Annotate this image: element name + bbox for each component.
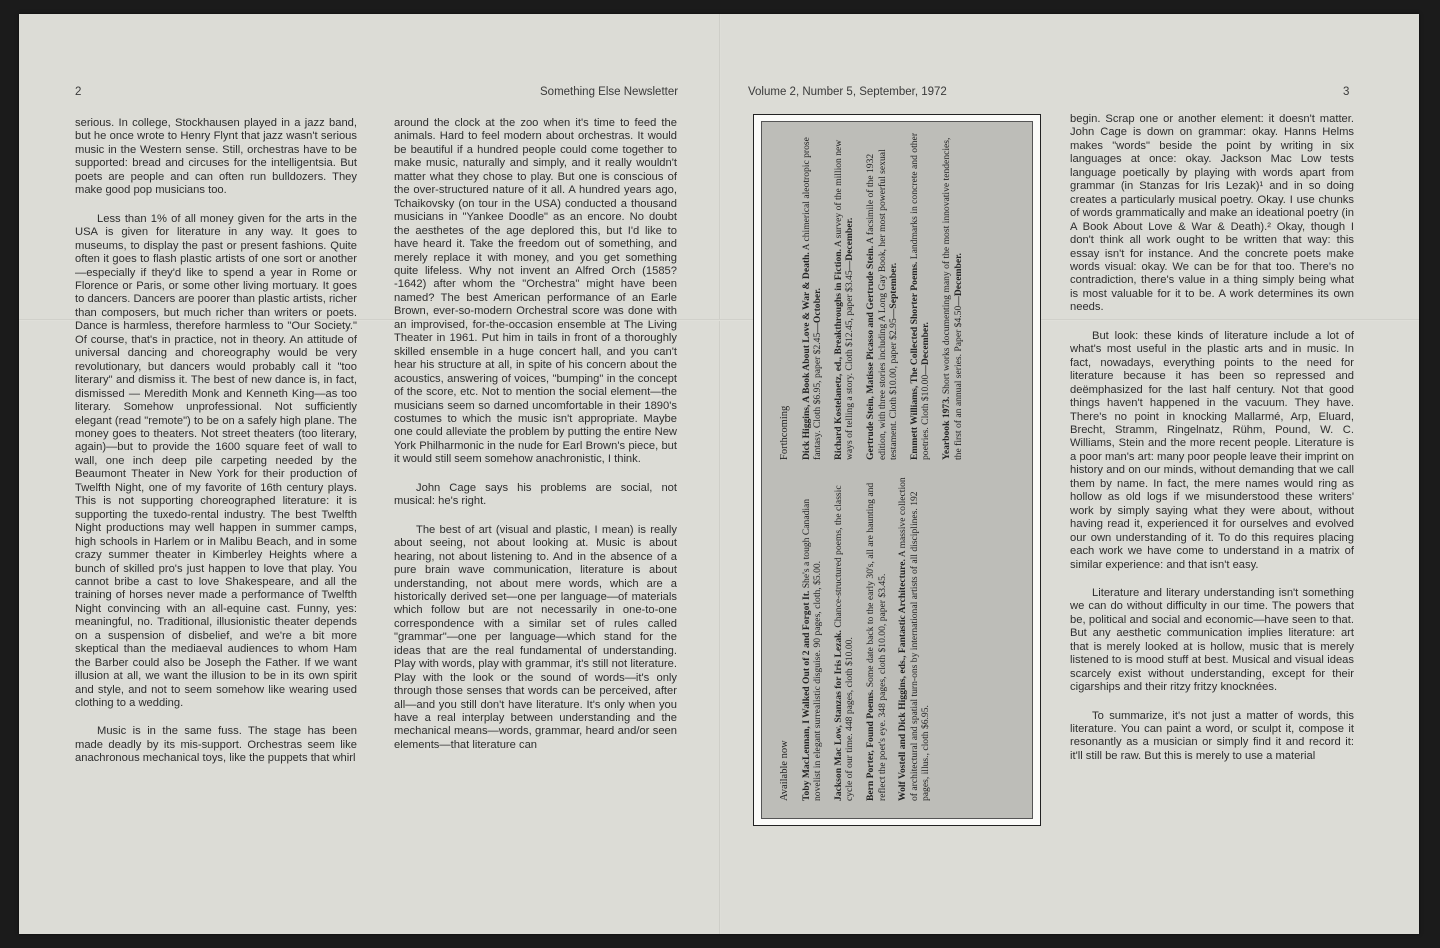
book-entry: Bern Porter, Found Poems. Some date back to the early 30's, all are haunting and reflect the poet's eye. 348 pages, cloth $10.00, paper $3.45. — [864, 482, 888, 801]
paragraph: Music is in the same fuss. The stage has been made deadly by its mis-support. Orchestras seem like anachronous mechanical toys, like the puppets that whirl — [75, 725, 357, 765]
paragraph: But look: these kinds of literature include a lot of what's most useful in the plastic arts and in music. In fact, nowadays, everything points to the need for literature because it has been so repressed and deëmphasized for the last half century. Not that good things haven't happened in the vacuum. They have. There's no point in knocking Mallarmé, Arp, Eluard, Brecht, Stramm, Ringelnatz, Rühm, Pound, W. C. Williams, Stein and the more recent people. Literature is a poor man's art: many poor people leave their imprint on history and on our minds, without demanding that we call them by name. In fact, the mere names would ring as hollow as old logs if we misunderstood these writers' work by simply saying what they were about, without having read it, experienced it for ourselves and evolved our own understanding of it. To do this requires placing each work we have come to understand in a matrix of similar experience: and that isn't easy. — [1070, 329, 1354, 571]
paragraph: John Cage says his problems are social, not musical: he's right. — [394, 481, 677, 508]
advertisement-rotated-text — [767, 125, 1027, 815]
left-running-title: Something Else Newsletter — [540, 86, 679, 98]
advertisement-panel — [761, 121, 1033, 819]
book-entry: Richard Kostelanetz, ed., Breakthroughs in Fiction. A survey of the million new ways of telling a story. Cloth $12.45, paper $3.45—December. — [832, 139, 856, 460]
paragraph: Less than 1% of all money given for the arts in the USA is given for literature in any way. It goes to museums, to display the past or present fashions. Quite often it goes to flash plastic artists of one sort or another—especially if they'd like to spend a year in Rome or Florence or Paris, or some other living mortuary. It goes to dancers. Dancers are poorer than plastic artists, richer than composers, but much richer than writers or poets. Dance is harmless, therefore harmless to "Our Society." Of course, that's in practice, not in theory. An attitude of universal dancing and choreography would be very revolutionary, but dancers would probably call it "too literary" and dismiss it. The best of new dance is, in fact, dismissed — Meredith Monk and Kenneth King—as too literary. Somehow unprofessional. Not sufficiently elegant (read "remote") to be on a safely high plane. The money goes to theaters. Not street theaters (too literary, again)—but to provide the 1600 square feet of wall to wall, one inch deep pile carpeting needed by the Beaumont Theater in New York for their production of Twelfth Night, one of my favorite of 16th century plays. This is not supporting choreographed literature: it is supporting the tuxedo-rental industry. The best Twelfth Night productions may well happen in summer camps, high schools in Harlem or in Malibu Beach, and in some crazy summer theater in Kimberley Heights where a bunch of skilled pro's just happen to love that play. You cannot bribe a cast to love Shakespeare, and all the training of horses never made a performance of Twelfth Night convincing with an all-equine cast. Funny, yes: meaningful, no. Traditional, illusionistic theater depends on a suspension of disbelief, and we're a bit more skeptical than the mediaeval audiences to whom Ham the Barber could also be Joseph the Father. If we want illusion at all, we want the illusion to be in its own spirit and style, and not to seem somehow like wearing used clothing to a wedding. — [75, 212, 357, 710]
paragraph: begin. Scrap one or another element: it doesn't matter. John Cage is down on grammar: okay. Hanns Helms makes "words" beside the point by writing in six languages at once: okay. Jackson Mac Low tests language poetically by playing with words apart from grammar (in Stanzas for Iris Lezak)¹ and in so doing creates a particularly musical poetry. Okay. I use chunks of words grammatically and make an ideational poetry (in A Book About Love & War & Death).² Okay, though I don't think all work ought to be written that way: this essay isn't for instance. And the concrete poets make words visual: okay. We can be for that too. There's no contradiction, there's value in a thing simply being what is most valuable for it to be. A work determines its own needs. — [1070, 113, 1354, 314]
book-advertisement — [753, 114, 1041, 826]
column-1 — [75, 117, 357, 781]
book-entry: Yearbook 1973. Short works documenting many of the most innovative tendencies, the first of an annual series. Paper $4.50—December. — [940, 137, 964, 460]
book-entry: Jackson Mac Low, Stanzas for Iris Lezak. Chance-structured poems, the classic cycle of our time. 448 pages, cloth $10.00. — [832, 485, 856, 801]
column-3 — [1070, 113, 1354, 778]
book-entry: Wolf Vostell and Dick Higgins, eds., Fantastic Architecture. A massive collection of architectural and spatial turn-ons by international artists of all disciplines. 192 pages, illus., cloth $6.95. — [897, 477, 932, 801]
book-entry: Gertrude Stein, Matisse Picasso and Gertrude Stein. A facsimile of the 1932 edition, with three stories including A Long Gay Book, her most powerful sexual testament. Cloth $10.00, paper $2.95—September. — [864, 149, 900, 460]
book-entry: Toby MacLennan, I Walked Out of 2 and Forgot It. She's a tough Canadian novelist in elegant surrealistic disguise. 90 pages, cloth, $5.00. — [800, 498, 824, 801]
paragraph: To summarize, it's not just a matter of words, this literature. You can paint a word, or sculpt it, compose it resonantly as a musician or simply find it and record it: it'll still be raw. But this is merely to use a material — [1070, 709, 1354, 762]
forthcoming-list — [779, 130, 973, 460]
center-fold — [719, 14, 721, 934]
available-heading: Available now — [779, 740, 790, 801]
forthcoming-heading: Forthcoming — [779, 405, 790, 460]
left-page-number: 2 — [75, 86, 82, 98]
newsletter-sheet — [19, 14, 1419, 934]
column-2 — [394, 117, 677, 767]
book-entry: Emmett Williams, The Collected Shorter Poems. Landmarks in concrete and other poetries. Cloth $10.00—December. — [908, 132, 932, 460]
available-now-list — [779, 471, 941, 801]
paragraph: The best of art (visual and plastic, I mean) is really about seeing, not about looking at. Music is about hearing, not about listening to. And in the absence of a pure brain wave communication, literature is about understanding, not about mere words, which are a historically derived set—one per language—of materials which follow but are not necessarily in one-to-one correspondence with a similar set of rules called "grammar"—one per language—which stand for the ideas that are the real fundamental of understanding. Play with words, play with grammar, it's still not literature. Play with the look or the sound of words—it's only through those senses that words can be perceived, after all—and you still don't have literature. It's only when you have a real interplay between understanding and the mechanical means—words, grammar, heard and/or seen elements—that literature can — [394, 523, 677, 751]
right-running-title: Volume 2, Number 5, September, 1972 — [748, 86, 947, 98]
right-page-number: 3 — [1343, 86, 1350, 98]
paragraph: serious. In college, Stockhausen played in a jazz band, but he once wrote to Henry Flynt that jazz wasn't serious music in the Western sense. Still, orchestras have to be supported: bread and circuses for the intelligentsia. But poets are people and can often run bulldozers. They make good pop musicians too. — [75, 117, 357, 197]
paragraph: Literature and literary understanding isn't something we can do without difficulty in our time. The powers that be, political and social and economic—have seen to that. But any aesthetic communication implies literature: art that is merely looked at is hollow, music that is merely listened to is mood stuff at best. Musical and visual ideas scarcely exist without understanding, except for their cigarships and their ritzy fritzy knocknées. — [1070, 586, 1354, 694]
paragraph: around the clock at the zoo when it's time to feed the animals. Hard to feel modern about orchestras. It would be beautiful if a hundred people could come together to make music, naturally and simply, and it really wouldn't matter what they chose to play. But one is conscious of the over-structured nature of it all. A hundred years ago, Tchaikovsky (on tour in the USA) conducted a thousand musicians in "Yankee Doodle" as an encore. No doubt the aesthetes of the age deplored this, but I'd like to have heard it. Take the freedom out of something, and merely replace it with money, and you get something quite lifeless. Why not invent an Alfred Orch (1585?-1642) after whom the "Orchestra" might have been named? The best American performance of an Earle Brown, ever-so-modern Orchestral score was done with an improvised, for-the-occasion ensemble at The Living Theater in 1961. Put him in tails in front of a thoroughly skilled ensemble in a huge concert hall, and you can't hear his structure at all, in spite of his concern about the acoustics, answering of voices, "bumping" in the concept of the score, etc. Not to mention the social element—the musicians seem so darned uncomfortable in their 1890's costumes to which the music isn't appropriate. Maybe one could alleviate the problem by putting the entire New York Philharmonic in the nude for Earl Brown's piece, but it would still seem somehow anachronistic, I think. — [394, 117, 677, 466]
book-entry: Dick Higgins, A Book About Love & War & Death. A chimerical aleotropic prose fantasy. Cloth $6.95, paper $2.45—October. — [800, 137, 824, 460]
